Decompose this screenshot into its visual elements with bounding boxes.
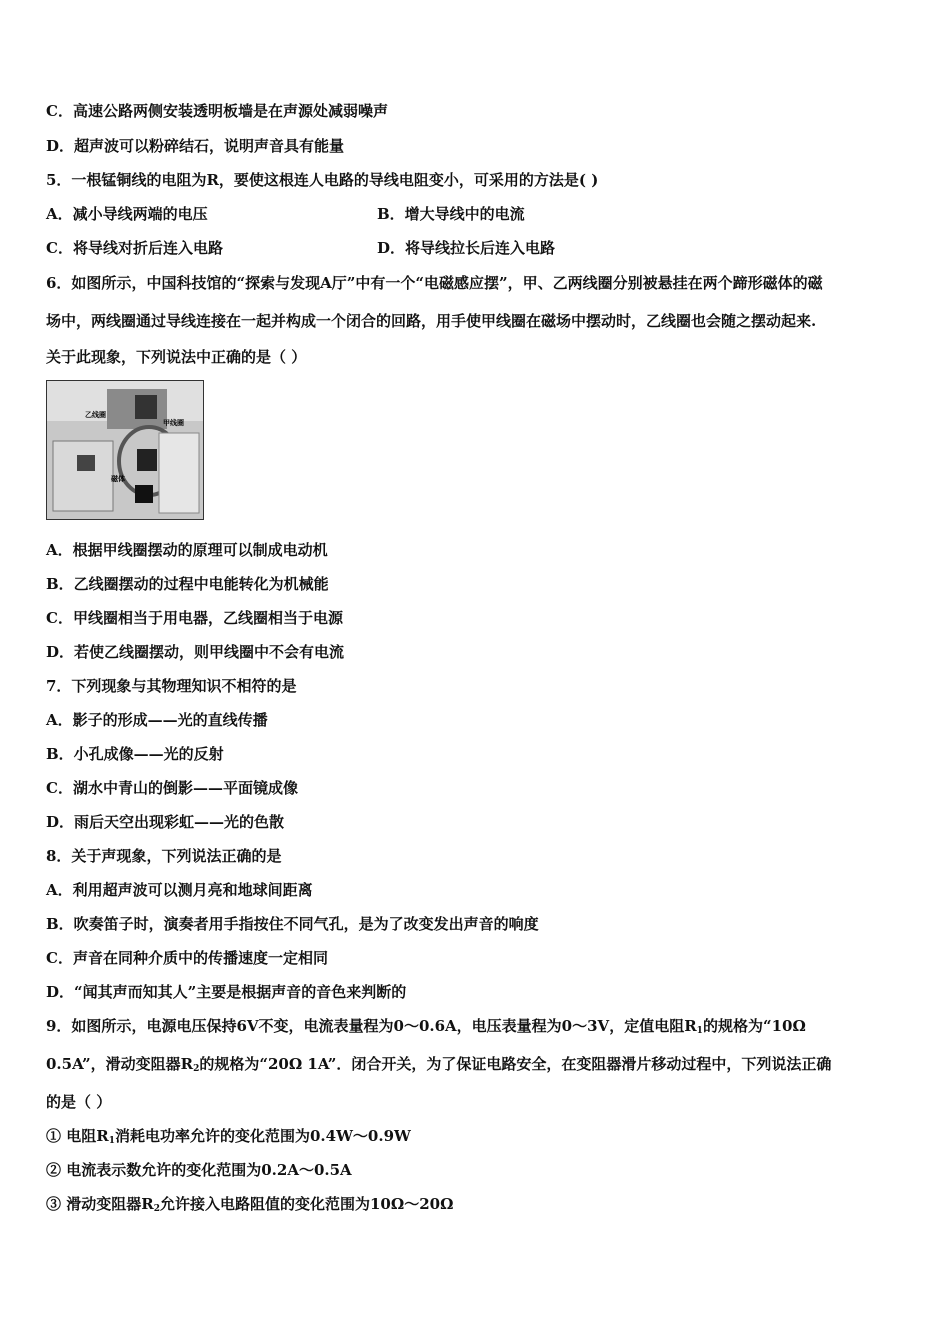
question-5-option-c: C．将导线对折后连入电路: [46, 239, 223, 257]
question-9-statement-3: ③ 滑动变阻器$R_2$允许接入电路阻值的变化范围为10Ω～20Ω: [46, 1195, 454, 1214]
question-5-stem: 5．一根锰铜线的电阻为R，要使这根连人电路的导线电阻变小，可采用的方法是( ): [46, 171, 599, 189]
question-7-option-a: A．影子的形成——光的直线传播: [46, 711, 268, 729]
question-6-stem-line3: 关于此现象，下列说法中正确的是（ ）: [46, 348, 307, 366]
question-7-option-c: C．湖水中青山的倒影——平面镜成像: [46, 779, 298, 797]
question-9-stem-line2: 0.5A”，滑动变阻器$R_2$的规格为“20Ω 1A”．闭合开关，为了保证电路安全，在变阻器滑片移动过程中，下列说法正确: [46, 1055, 832, 1074]
question-9-statement-2: ② 电流表示数允许的变化范围为0.2A～0.5A: [46, 1161, 352, 1179]
label-jia-coil: 甲线圈: [163, 419, 184, 427]
question-5-option-a: A．减小导线两端的电压: [46, 205, 208, 223]
pendulum-photo-drawing: [47, 381, 203, 519]
question-9-stem-line1: 9．如图所示，电源电压保持6V不变，电流表量程为0～0.6A，电压表量程为0～3V，定值电阻$R_1$的规格为“10Ω: [46, 1017, 806, 1036]
option-c-line: C．高速公路两侧安装透明板墙是在声源处减弱噪声: [46, 102, 388, 120]
question-6-stem-line1: 6．如图所示，中国科技馆的“探索与发现A厅”中有一个“电磁感应摆”，甲、乙两线圈分别被悬挂在两个蹄形磁体的磁: [46, 274, 823, 292]
question-6-option-d: D．若使乙线圈摆动，则甲线圈中不会有电流: [46, 643, 345, 661]
question-6-option-a: A．根据甲线圈摆动的原理可以制成电动机: [46, 541, 328, 559]
question-8-option-d: D．“闻其声而知其人”主要是根据声音的音色来判断的: [46, 983, 407, 1001]
question-5-option-b: B．增大导线中的电流: [377, 205, 525, 223]
question-6-option-b: B．乙线圈摆动的过程中电能转化为机械能: [46, 575, 329, 593]
label-yi-coil: 乙线圈: [85, 411, 106, 419]
question-6-stem-line2: 场中，两线圈通过导线连接在一起并构成一个闭合的回路，用手使甲线圈在磁场中摆动时，乙线圈也会随之摆动起来.: [46, 312, 817, 330]
question-8-option-b: B．吹奏笛子时，演奏者用手指按住不同气孔，是为了改变发出声音的响度: [46, 915, 539, 933]
question-9-statement-1: ① 电阻$R_1$消耗电功率允许的变化范围为0.4W～0.9W: [46, 1127, 411, 1146]
question-9-stem-line3: 的是（ ）: [46, 1093, 112, 1111]
question-8-stem: 8．关于声现象，下列说法正确的是: [46, 847, 282, 865]
label-magnet: 磁体: [111, 475, 125, 483]
question-5-option-d: D．将导线拉长后连入电路: [377, 239, 556, 257]
question-7-option-d: D．雨后天空出现彩虹——光的色散: [46, 813, 285, 831]
question-8-option-a: A．利用超声波可以测月亮和地球间距离: [46, 881, 313, 899]
question-7-option-b: B．小孔成像——光的反射: [46, 745, 224, 763]
option-d-line: D．超声波可以粉碎结石，说明声音具有能量: [46, 137, 345, 155]
question-7-stem: 7．下列现象与其物理知识不相符的是: [46, 677, 297, 695]
electromagnetic-pendulum-photo: [46, 380, 204, 520]
question-8-option-c: C．声音在同种介质中的传播速度一定相同: [46, 949, 328, 967]
question-6-option-c: C．甲线圈相当于用电器，乙线圈相当于电源: [46, 609, 343, 627]
